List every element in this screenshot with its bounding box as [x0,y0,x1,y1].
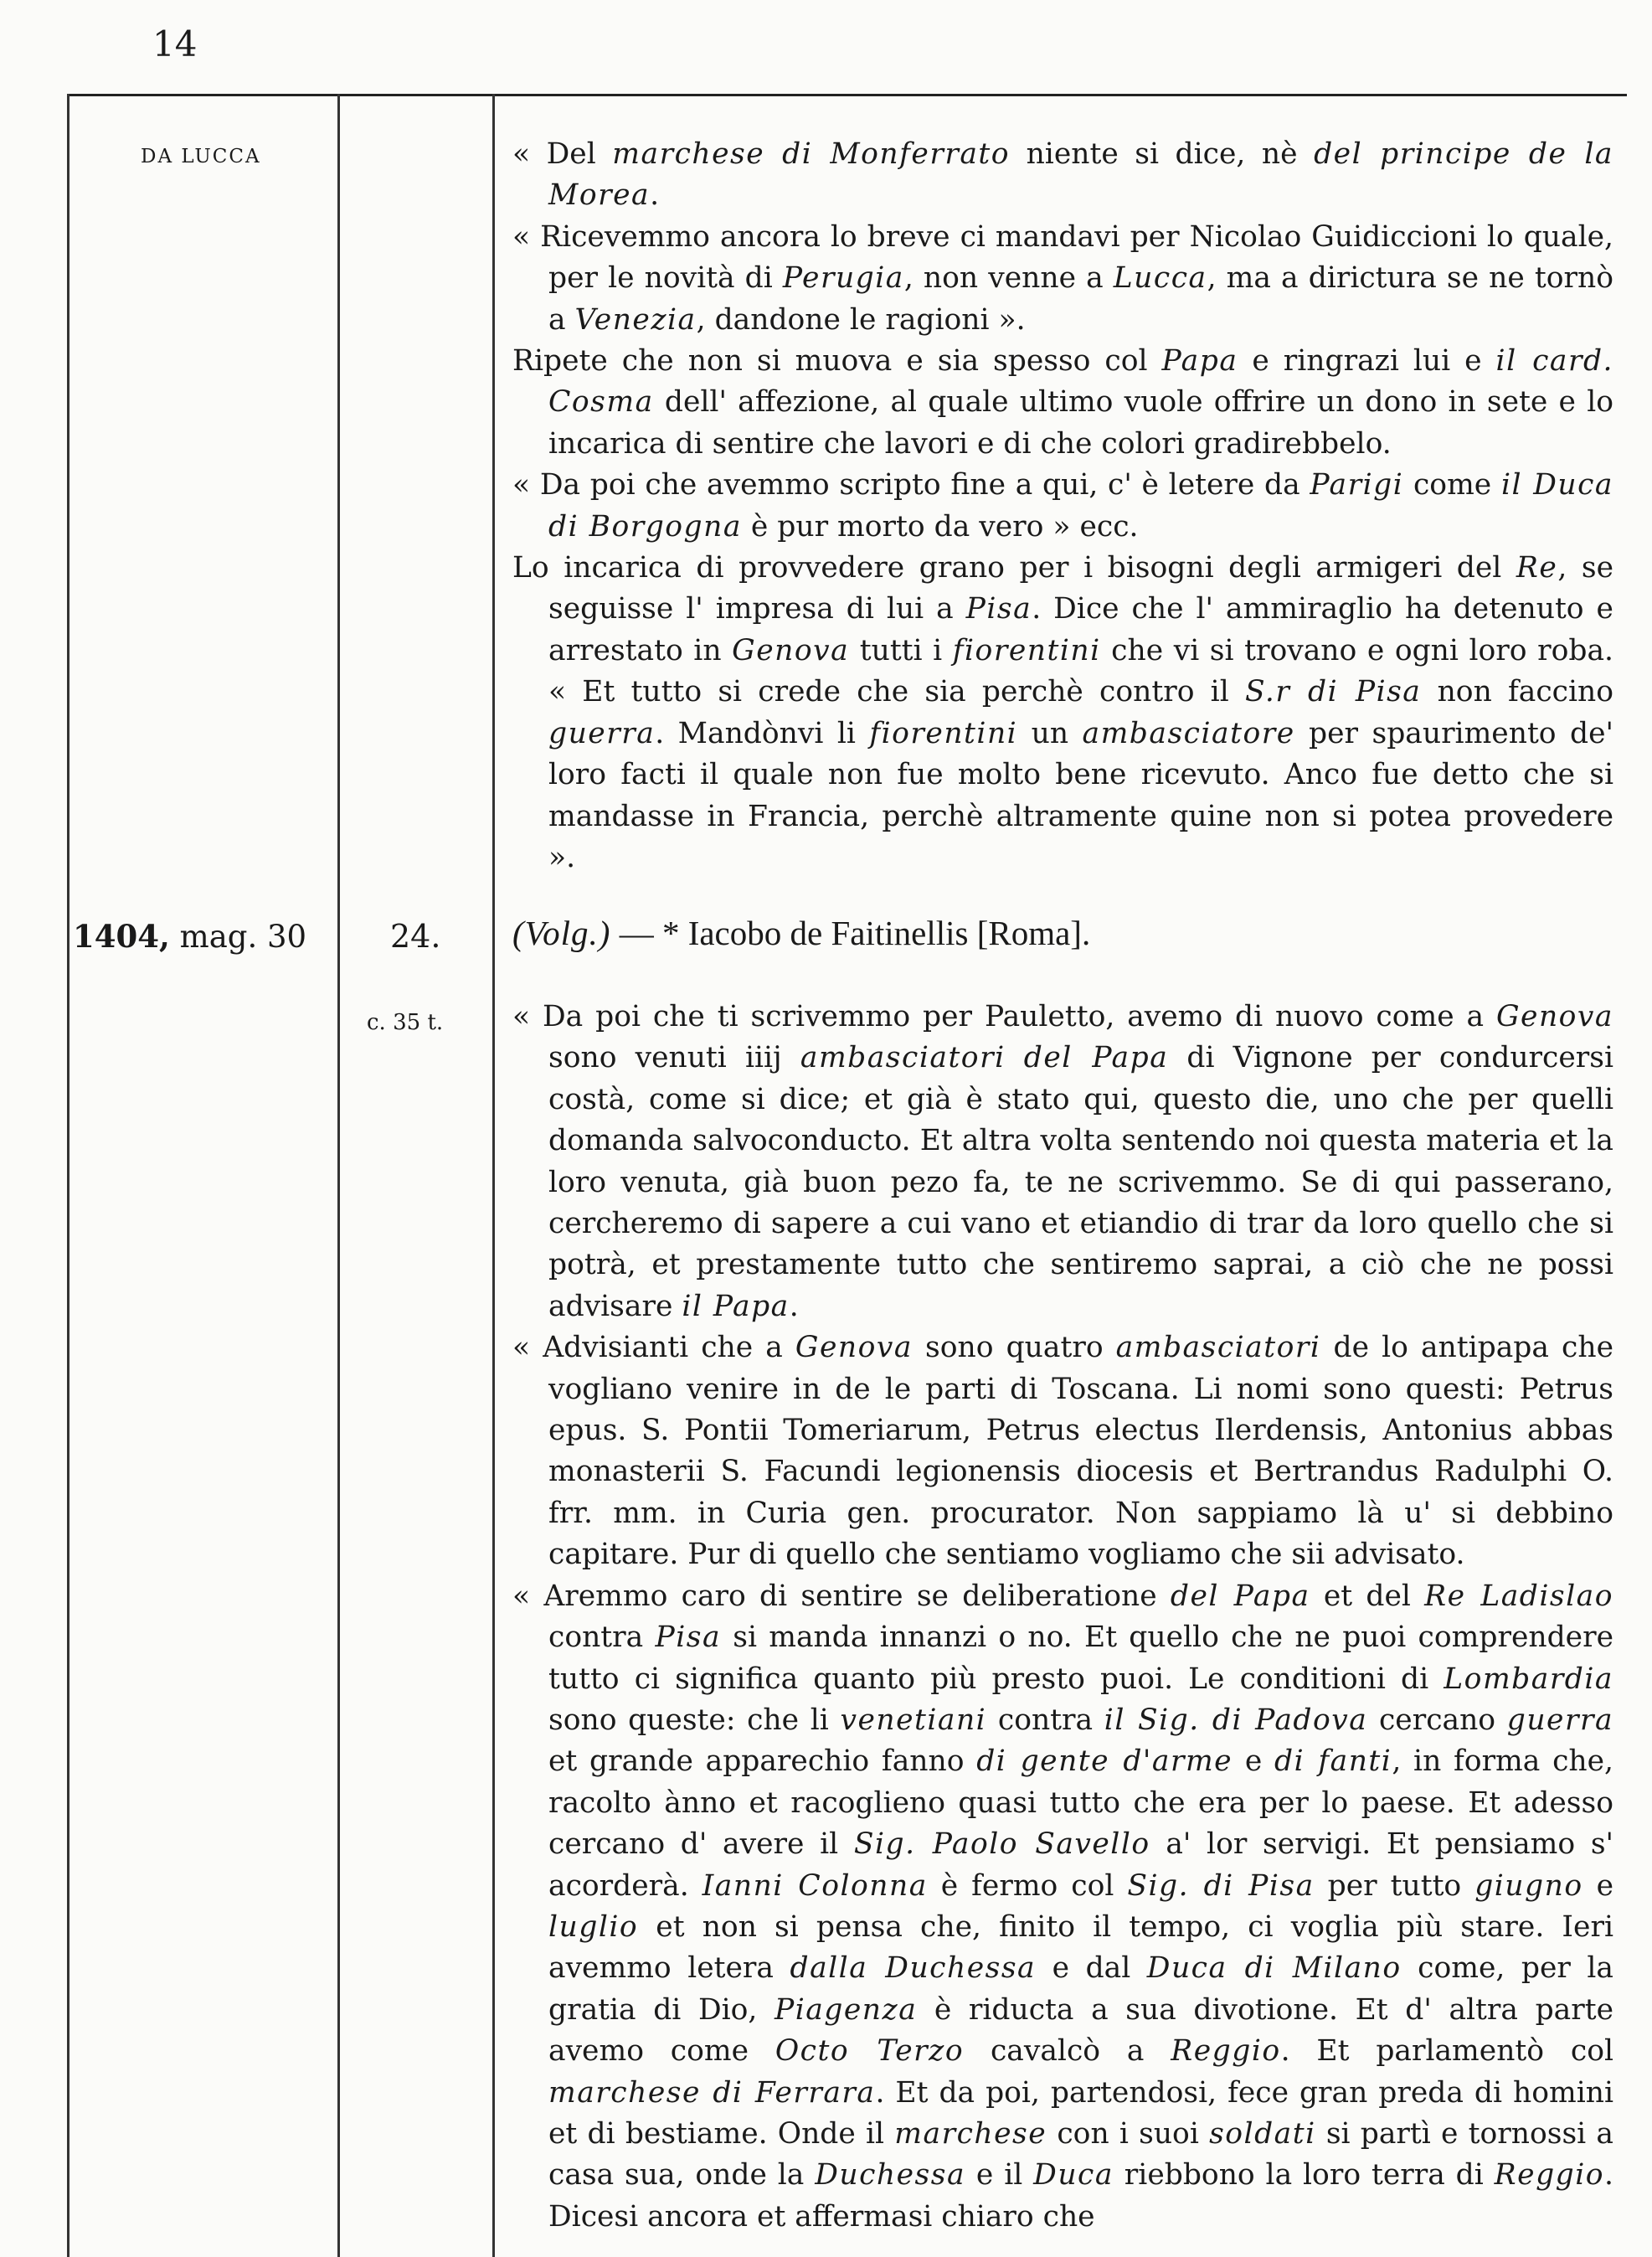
page-number: 14 [152,23,198,64]
paragraph: Lo incarica di provvedere grano per i bisogni degli armigeri del Re, se seguisse l' impresa di lui a Pisa. Dice che l' ammiraglio ha detenuto e arrestato in Genova tutti i fiorentini che vi si trovano e ogni loro roba. « Et tutto si crede che sia perchè contro il S.r di Pisa non faccino guerra. Mandònvi li fiorentini un ambasciatore per spaurimento de' loro facti il quale non fue molto bene ricevuto. Anco fue detto che si mandasse in Francia, perchè altramente quine non si potea provedere ». [512,551,1614,874]
paragraph: « Ricevemmo ancora lo breve ci mandavi per Nicolao Guidiccioni lo quale, per le novità di Perugia, non venne a Lucca, ma a dirictura se ne tornò a Venezia, dandone le ragioni ». [512,219,1613,337]
header-rule [67,94,1627,96]
paragraph: « Da poi che avemmo scripto fine a qui, c' è letere da Parigi come il Duca di Borgogna è pur morto da vero » ecc. [512,468,1613,544]
title-recipient: — * Iacobo de Faitinellis [Roma]. [619,914,1091,952]
sender-label: DA LUCCA [141,146,261,167]
entry-day: mag. 30 [179,919,307,955]
entry-title [512,913,1090,953]
entry-year: 1404, [73,918,170,955]
entry-date [73,918,306,955]
paragraph: « Aremmo caro di sentire se deliberatione del Papa et del Re Ladislao contra Pisa si manda innanzi o no. Et quello che ne puoi comprendere tutto ci significa quanto più presto puoi. Le conditioni di Lombardia sono queste: che li venetiani contra il Sig. di Padova cercano guerra et grande apparechio fanno di gente d'arme e di fanti, in forma che, racolto ànno et racoglieno quasi tutto che era per lo paese. Et adesso cercano d' avere il Sig. Paolo Savello a' lor servigi. Et pensiamo s' acorderà. Ianni Colonna è fermo col Sig. di Pisa per tutto giugno e luglio et non si pensa che, finito il tempo, ci voglia più stare. Ieri avemmo letera dalla Duchessa e dal Duca di Milano come, per la gratia di Dio, Piagenza è riducta a sua divotione. Et d' altra parte avemo come Octo Terzo cavalcò a Reggio. Et parlamentò col marchese di Ferrara. Et da poi, partendosi, fece gran preda di homini et di bestiame. Onde il marchese con i suoi soldati si partì e tornossi a casa sua, onde la Duchessa e il Duca riebbono la loro terra di Reggio. Dicesi ancora et affermasi chiaro che [512,1579,1614,2234]
paragraph: Ripete che non si muova e sia spesso col Papa e ringrazi lui e il card. Cosma dell' affezione, al quale ultimo vuole offrire un dono in sete e lo incarica di sentire che lavori e di che colori gradirebbelo. [512,344,1614,461]
paragraph: « Advisianti che a Genova sono quatro ambasciatori de lo antipapa che vogliano venire in de le parti di Toscana. Li nomi sono questi: Petrus epus. S. Pontii Tomeriarum, Petrus electus Ilerdensis, Antonius abbas monasterii S. Facundi legionensis diocesis et Bertrandus Radulphi O. frr. mm. in Curia gen. procurator. Non sappiamo là u' si debbino capitare. Pur di quello che sentiamo vogliamo che sii advisato. [512,1331,1613,1572]
column-rule-left [67,94,69,2257]
entry-number: 24. [390,918,441,955]
column-rule-right [492,94,495,2257]
paragraph: « Da poi che ti scrivemmo per Pauletto, avemo di nuovo come a Genova sono venuti iiij ambasciatori del Papa di Vignone per condurcersi costà, come si dice; et già è stato qui, questo die, uno che per quelli domanda salvoconducto. Et altra volta sentendo noi questa materia et la loro venuta, già buon pezo fa, te ne scrivemmo. Se di qui passerano, cercheremo di sapere a cui vano et etiandio di trar da loro quello che si potrà, et prestamente tutto che sentiremo saprai, a ciò che ne possi advisare il Papa. [512,1000,1613,1323]
title-volg: (Volg.) [512,914,611,952]
entry2-body [512,997,1613,2238]
paragraph: « Del marchese di Monferrato niente si dice, nè del principe de la Morea. [512,137,1614,213]
entry1-body [512,134,1613,879]
folio-reference: c. 35 t. [367,1010,444,1035]
column-rule-middle [337,94,340,2257]
